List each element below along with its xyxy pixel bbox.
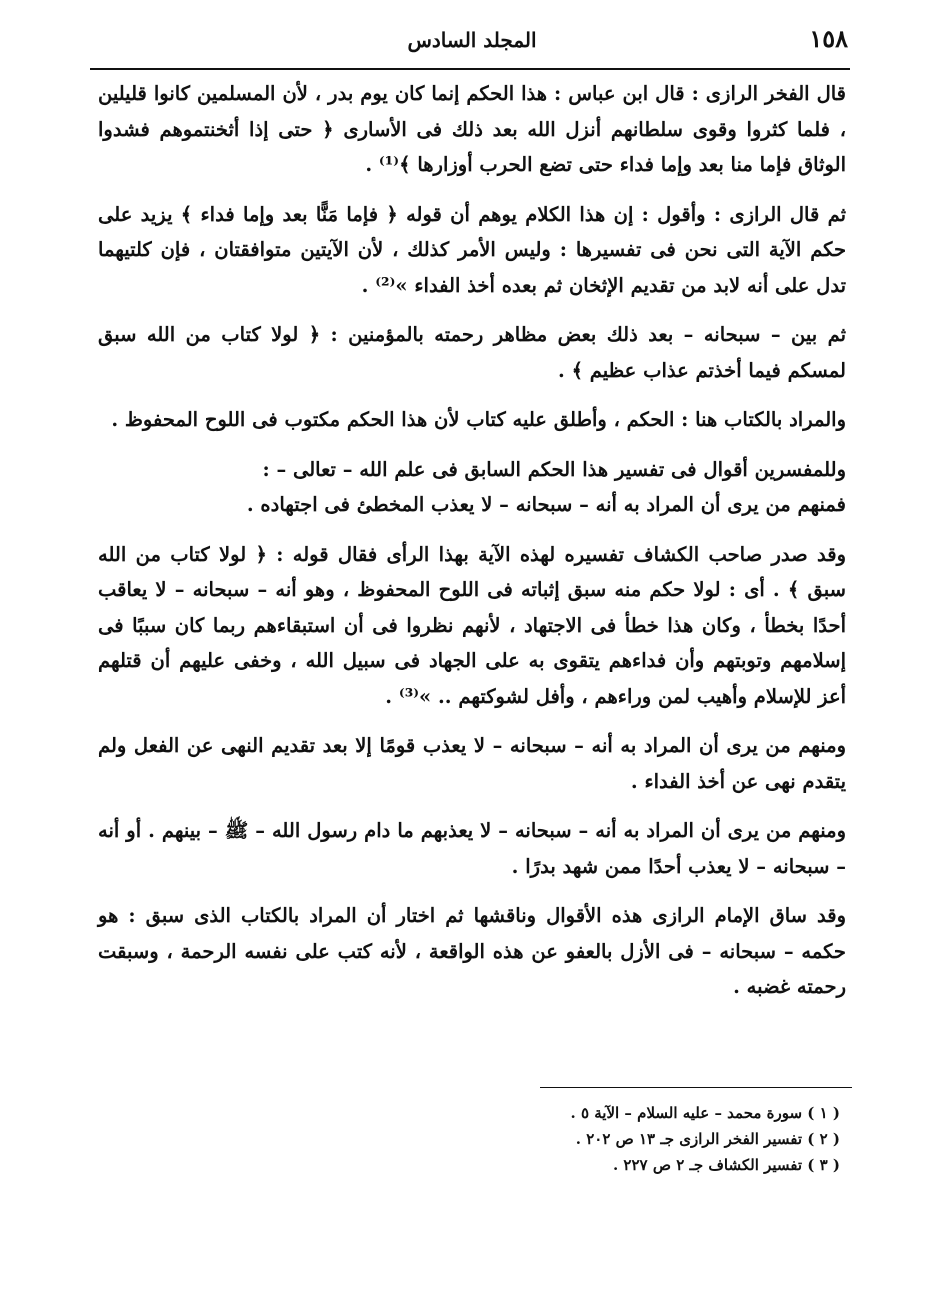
volume-title: المجلد السادس (407, 28, 537, 52)
paragraph: ثم بين – سبحانه – بعد ذلك بعض مظاهر رحمته بالمؤمنين : ﴿ لولا كتاب من الله سبق لمسكم فيما أخذتم عذاب عظيم ﴾ . (98, 323, 846, 382)
paragraph: ومنهم من يرى أن المراد به أنه – سبحانه – لا يعذب قومًا إلا بعد تقديم النهى عن الفعل ولم يتقدم نهى عن أخذ الفداء . (98, 734, 846, 793)
paragraph: وقد صدر صاحب الكشاف تفسيره لهذه الآية بهذا الرأى فقال قوله : ﴿ لولا كتاب من الله سبق ﴾ . أى : لولا حكم منه سبق إثباته فى اللوح المحفوظ ، وهو أنه – سبحانه – لا يعاقب أحدًا بخطأ ، وكان هذا خطأ فى الاجتهاد ، لأنهم نظروا فى أن استبقاءهم ربما كان سببًا فى إسلامهم وتوبتهم وأن فداءهم يتقوى به على الجهاد فى سبيل الله ، وخفى عليهم أن قتلهم أعز للإسلام وأهيب لمن وراءهم ، وأفل لشوكتهم .. »⁽³⁾ . (98, 542, 846, 708)
paragraph: والمراد بالكتاب هنا : الحكم ، وأطلق عليه كتاب لأن هذا الحكم مكتوب فى اللوح المحفوظ . (111, 408, 846, 431)
main-text (98, 76, 846, 1019)
paragraph: قال الفخر الرازى : قال ابن عباس : هذا الحكم إنما كان يوم بدر ، لأن المسلمين كانوا قليلين ، فلما كثروا وقوى سلطانهم أنزل الله بعد ذلك فى الأسارى ﴿ حتى إذا أثخنتموهم فشدوا الوثاق فإما منا بعد وإما فداء حتى تضع الحرب أوزارها ﴾⁽¹⁾ . (98, 82, 846, 176)
paragraph: وللمفسرين أقوال فى تفسير هذا الحكم السابق فى علم الله – تعالى – : (262, 457, 846, 481)
footnote: ( ٢ ) تفسير الفخر الرازى جـ ١٣ ص ٢٠٢ . (575, 1130, 840, 1148)
header-rule (90, 68, 850, 70)
footnote: ( ١ ) سورة محمد – عليه السلام – الآية ٥ . (570, 1104, 840, 1122)
running-head (96, 24, 848, 64)
footnote: ( ٣ ) تفسير الكشاف جـ ٢ ص ٢٢٧ . (612, 1156, 840, 1174)
page-number: ١٥٨ (809, 24, 848, 53)
paragraph: ثم قال الرازى : وأقول : إن هذا الكلام يوهم أن قوله ﴿ فإما مَنًّا بعد وإما فداء ﴾ يزيد على حكم الآية التى نحن فى تفسيرها : وليس الأمر كذلك ، لأن الآيتين متوافقتان ، فإن كلتيهما تدل على أنه لابد من تقديم الإثخان ثم بعده أخذ الفداء »⁽²⁾ . (98, 202, 846, 297)
paragraph: ومنهم من يرى أن المراد به أنه – سبحانه – لا يعذبهم ما دام رسول الله – ﷺ – بينهم . أو أنه – سبحانه – لا يعذب أحدًا ممن شهد بدرًا . (98, 819, 846, 878)
footnote-rule (540, 1087, 852, 1088)
paragraph: فمنهم من يرى أن المراد به أنه – سبحانه – لا يعذب المخطئ فى اجتهاده . (246, 493, 846, 516)
paragraph: وقد ساق الإمام الرازى هذه الأقوال وناقشها ثم اختار أن المراد بالكتاب الذى سبق : هو حكمه – سبحانه – فى الأزل بالعفو عن هذه الواقعة ، لأنه كتب على نفسه الرحمة ، وسبقت رحمته غضبه . (98, 904, 846, 998)
footnotes (300, 1100, 840, 1178)
